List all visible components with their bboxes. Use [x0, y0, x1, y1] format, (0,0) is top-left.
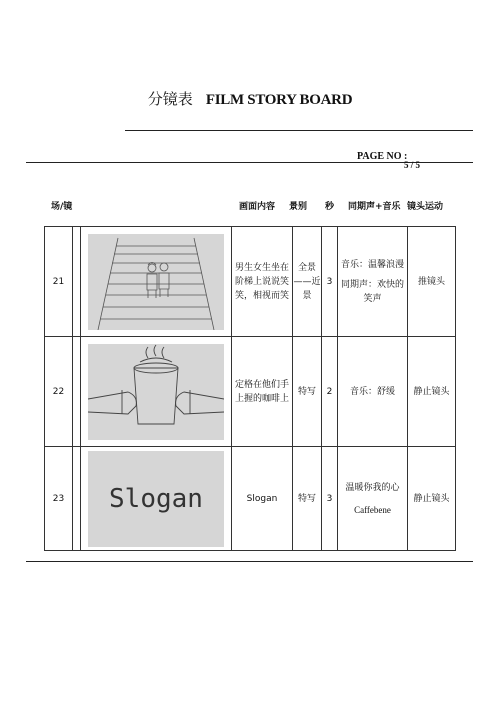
duration: 3	[322, 447, 338, 551]
table-row	[45, 227, 456, 337]
table-row	[45, 337, 456, 447]
scene-content: 男生女生坐在阶梯上说说笑笑，相视而笑	[232, 227, 293, 337]
scene-content: Slogan	[232, 447, 293, 551]
sound-music: 音乐：温馨浪漫	[340, 259, 404, 270]
camera-move: 静止镜头	[408, 447, 456, 551]
col-header-camera: 镜头运动	[407, 202, 444, 212]
divider	[125, 130, 473, 131]
slogan-sketch	[88, 451, 224, 547]
page-label: PAGE NO :	[357, 151, 408, 162]
sound-music: 温暖你我的心	[345, 482, 400, 493]
divider	[26, 561, 473, 562]
brand-name: Caffebene	[354, 504, 391, 515]
col-header-seconds: 秒	[325, 202, 335, 212]
table-row	[45, 447, 456, 551]
sound-music: 音乐：舒缓	[338, 337, 408, 447]
scene-number: 22	[45, 337, 73, 447]
col-header-sound: 同期声+音乐	[348, 202, 401, 212]
shot-size: 特写	[293, 447, 322, 551]
scene-content: 定格在他们手上握的咖啡上	[232, 337, 293, 447]
page-number: 5 / 5	[404, 160, 421, 170]
title-english: FILM STORY BOARD	[205, 92, 353, 108]
storyboard-table	[44, 226, 456, 551]
scene-number: 21	[45, 227, 73, 337]
page-title	[0, 88, 500, 109]
title-chinese: 分镜表	[147, 90, 193, 108]
shot-size: 特写	[293, 337, 322, 447]
duration: 2	[322, 337, 338, 447]
duration: 3	[322, 227, 338, 337]
stairs-couple-sketch	[88, 234, 224, 330]
hands-holding-coffee-sketch	[88, 344, 224, 440]
camera-move: 推镜头	[408, 227, 456, 337]
scene-number: 23	[45, 447, 73, 551]
col-header-scene: 场/镜	[51, 202, 73, 212]
col-header-content: 画面内容	[239, 202, 276, 212]
col-header-shot-size: 景别	[289, 202, 308, 212]
camera-move: 静止镜头	[408, 337, 456, 447]
shot-size: 全景——近景	[293, 227, 322, 337]
sketch-slogan-text: Slogan	[109, 483, 203, 514]
sound-live: 同期声：欢快的笑声	[340, 279, 404, 304]
